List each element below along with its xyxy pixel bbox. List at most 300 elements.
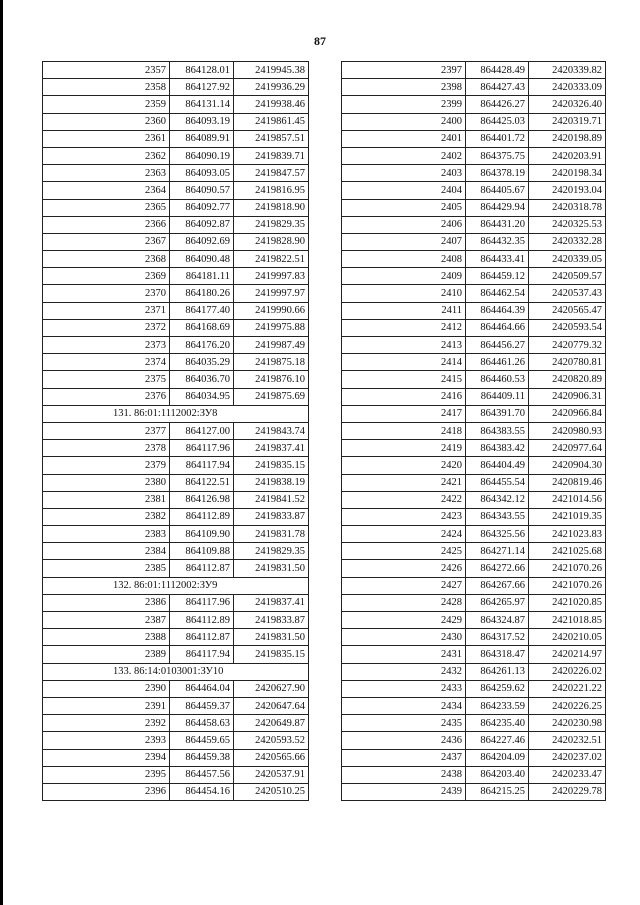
table-row	[342, 680, 606, 697]
x-coordinate-cell: 864464.04	[170, 680, 234, 697]
y-coordinate-cell: 2419837.41	[234, 440, 309, 457]
table-row	[342, 612, 606, 629]
point-number-cell: 2432	[342, 663, 466, 680]
x-coordinate-cell: 864109.90	[170, 526, 234, 543]
point-number-cell: 2406	[342, 216, 466, 233]
table-row	[342, 147, 606, 164]
x-coordinate-cell: 864460.53	[466, 371, 529, 388]
table-row	[43, 594, 309, 611]
x-coordinate-cell: 864459.65	[170, 732, 234, 749]
y-coordinate-cell: 2420780.81	[529, 354, 606, 371]
y-coordinate-cell: 2419838.19	[234, 474, 309, 491]
table-row	[342, 422, 606, 439]
x-coordinate-cell: 864265.97	[466, 594, 529, 611]
x-coordinate-cell: 864383.55	[466, 422, 529, 439]
point-number-cell: 2387	[43, 612, 170, 629]
y-coordinate-cell: 2419831.50	[234, 629, 309, 646]
table-row	[43, 182, 309, 199]
table-row	[342, 457, 606, 474]
x-coordinate-cell: 864177.40	[170, 302, 234, 319]
table-row	[43, 354, 309, 371]
y-coordinate-cell: 2420819.46	[529, 474, 606, 491]
x-coordinate-cell: 864122.51	[170, 474, 234, 491]
point-number-cell: 2434	[342, 697, 466, 714]
x-coordinate-cell: 864342.12	[466, 491, 529, 508]
x-coordinate-cell: 864127.00	[170, 422, 234, 439]
y-coordinate-cell: 2419831.50	[234, 560, 309, 577]
table-row	[43, 457, 309, 474]
y-coordinate-cell: 2420537.91	[234, 766, 309, 783]
y-coordinate-cell: 2420318.78	[529, 199, 606, 216]
point-number-cell: 2385	[43, 560, 170, 577]
y-coordinate-cell: 2420510.25	[234, 783, 309, 800]
x-coordinate-cell: 864459.37	[170, 697, 234, 714]
x-coordinate-cell: 864462.54	[466, 285, 529, 302]
point-number-cell: 2417	[342, 405, 466, 422]
table-row	[342, 594, 606, 611]
point-number-cell: 2412	[342, 319, 466, 336]
y-coordinate-cell: 2420339.05	[529, 251, 606, 268]
table-row	[43, 113, 309, 130]
x-coordinate-cell: 864227.46	[466, 732, 529, 749]
point-number-cell: 2362	[43, 147, 170, 164]
point-number-cell: 2399	[342, 96, 466, 113]
y-coordinate-cell: 2419829.35	[234, 543, 309, 560]
x-coordinate-cell: 864383.42	[466, 440, 529, 457]
x-coordinate-cell: 864233.59	[466, 697, 529, 714]
y-coordinate-cell: 2420779.32	[529, 337, 606, 354]
table-row	[43, 783, 309, 800]
coordinates-table-right-body	[342, 62, 606, 801]
point-number-cell: 2392	[43, 715, 170, 732]
point-number-cell: 2419	[342, 440, 466, 457]
point-number-cell: 2439	[342, 783, 466, 800]
table-row	[342, 165, 606, 182]
y-coordinate-cell: 2420325.53	[529, 216, 606, 233]
table-row	[43, 715, 309, 732]
table-row	[342, 491, 606, 508]
x-coordinate-cell: 864324.87	[466, 612, 529, 629]
x-coordinate-cell: 864117.96	[170, 594, 234, 611]
point-number-cell: 2422	[342, 491, 466, 508]
y-coordinate-cell: 2419997.83	[234, 268, 309, 285]
y-coordinate-cell: 2419822.51	[234, 251, 309, 268]
table-row	[342, 302, 606, 319]
x-coordinate-cell: 864204.09	[466, 749, 529, 766]
y-coordinate-cell: 2420214.97	[529, 646, 606, 663]
y-coordinate-cell: 2420509.57	[529, 268, 606, 285]
point-number-cell: 2431	[342, 646, 466, 663]
x-coordinate-cell: 864456.27	[466, 337, 529, 354]
point-number-cell: 2401	[342, 130, 466, 147]
point-number-cell: 2405	[342, 199, 466, 216]
table-row	[43, 62, 309, 79]
point-number-cell: 2371	[43, 302, 170, 319]
y-coordinate-cell: 2420230.98	[529, 715, 606, 732]
x-coordinate-cell: 864089.91	[170, 130, 234, 147]
y-coordinate-cell: 2421023.83	[529, 526, 606, 543]
point-number-cell: 2407	[342, 233, 466, 250]
x-coordinate-cell: 864429.94	[466, 199, 529, 216]
x-coordinate-cell: 864090.48	[170, 251, 234, 268]
x-coordinate-cell: 864035.29	[170, 354, 234, 371]
section-header-row	[43, 663, 309, 680]
point-number-cell: 2390	[43, 680, 170, 697]
point-number-cell: 2424	[342, 526, 466, 543]
table-row	[43, 629, 309, 646]
table-row	[342, 697, 606, 714]
point-number-cell: 2386	[43, 594, 170, 611]
table-row	[342, 285, 606, 302]
point-number-cell: 2391	[43, 697, 170, 714]
point-number-cell: 2420	[342, 457, 466, 474]
table-row	[43, 130, 309, 147]
point-number-cell: 2418	[342, 422, 466, 439]
coordinates-table-left-body	[43, 62, 309, 801]
table-row	[43, 749, 309, 766]
point-number-cell: 2426	[342, 560, 466, 577]
table-row	[342, 96, 606, 113]
point-number-cell: 2357	[43, 62, 170, 79]
table-row	[43, 491, 309, 508]
point-number-cell: 2389	[43, 646, 170, 663]
y-coordinate-cell: 2419987.49	[234, 337, 309, 354]
y-coordinate-cell: 2420210.05	[529, 629, 606, 646]
y-coordinate-cell: 2420198.34	[529, 165, 606, 182]
point-number-cell: 2380	[43, 474, 170, 491]
y-coordinate-cell: 2420627.90	[234, 680, 309, 697]
table-row	[342, 319, 606, 336]
y-coordinate-cell: 2420537.43	[529, 285, 606, 302]
table-row	[342, 371, 606, 388]
y-coordinate-cell: 2421025.68	[529, 543, 606, 560]
y-coordinate-cell: 2419975.88	[234, 319, 309, 336]
x-coordinate-cell: 864433.41	[466, 251, 529, 268]
table-row	[342, 182, 606, 199]
x-coordinate-cell: 864426.27	[466, 96, 529, 113]
point-number-cell: 2370	[43, 285, 170, 302]
y-coordinate-cell: 2420198.89	[529, 130, 606, 147]
point-number-cell: 2359	[43, 96, 170, 113]
x-coordinate-cell: 864458.63	[170, 715, 234, 732]
point-number-cell: 2361	[43, 130, 170, 147]
point-number-cell: 2413	[342, 337, 466, 354]
x-coordinate-cell: 864427.43	[466, 79, 529, 96]
x-coordinate-cell: 864117.94	[170, 646, 234, 663]
table-row	[342, 715, 606, 732]
x-coordinate-cell: 864131.14	[170, 96, 234, 113]
x-coordinate-cell: 864181.11	[170, 268, 234, 285]
y-coordinate-cell: 2420193.04	[529, 182, 606, 199]
table-row	[43, 508, 309, 525]
x-coordinate-cell: 864267.66	[466, 577, 529, 594]
y-coordinate-cell: 2419997.97	[234, 285, 309, 302]
table-row	[43, 732, 309, 749]
table-row	[342, 474, 606, 491]
y-coordinate-cell: 2421070.26	[529, 560, 606, 577]
point-number-cell: 2428	[342, 594, 466, 611]
x-coordinate-cell: 864318.47	[466, 646, 529, 663]
point-number-cell: 2433	[342, 680, 466, 697]
table-row	[342, 508, 606, 525]
y-coordinate-cell: 2419876.10	[234, 371, 309, 388]
y-coordinate-cell: 2419857.51	[234, 130, 309, 147]
x-coordinate-cell: 864112.87	[170, 560, 234, 577]
point-number-cell: 2430	[342, 629, 466, 646]
table-row	[43, 216, 309, 233]
table-row	[43, 79, 309, 96]
point-number-cell: 2369	[43, 268, 170, 285]
point-number-cell: 2423	[342, 508, 466, 525]
point-number-cell: 2404	[342, 182, 466, 199]
point-number-cell: 2395	[43, 766, 170, 783]
y-coordinate-cell: 2420820.89	[529, 371, 606, 388]
x-coordinate-cell: 864112.87	[170, 629, 234, 646]
y-coordinate-cell: 2421014.56	[529, 491, 606, 508]
x-coordinate-cell: 864235.40	[466, 715, 529, 732]
y-coordinate-cell: 2420332.28	[529, 233, 606, 250]
x-coordinate-cell: 864459.38	[170, 749, 234, 766]
x-coordinate-cell: 864272.66	[466, 560, 529, 577]
point-number-cell: 2375	[43, 371, 170, 388]
point-number-cell: 2416	[342, 388, 466, 405]
table-row	[43, 646, 309, 663]
table-row	[342, 766, 606, 783]
x-coordinate-cell: 864343.55	[466, 508, 529, 525]
table-row	[43, 560, 309, 577]
table-row	[342, 130, 606, 147]
table-row	[342, 388, 606, 405]
x-coordinate-cell: 864425.03	[466, 113, 529, 130]
left-edge-bar	[0, 0, 3, 905]
y-coordinate-cell: 2419990.66	[234, 302, 309, 319]
table-row	[43, 251, 309, 268]
y-coordinate-cell: 2420977.64	[529, 440, 606, 457]
table-row	[342, 251, 606, 268]
x-coordinate-cell: 864404.49	[466, 457, 529, 474]
x-coordinate-cell: 864036.70	[170, 371, 234, 388]
table-row	[43, 680, 309, 697]
section-header-row	[43, 405, 309, 422]
point-number-cell: 2425	[342, 543, 466, 560]
table-row	[342, 354, 606, 371]
y-coordinate-cell: 2420326.40	[529, 96, 606, 113]
point-number-cell: 2358	[43, 79, 170, 96]
x-coordinate-cell: 864454.16	[170, 783, 234, 800]
x-coordinate-cell: 864203.40	[466, 766, 529, 783]
point-number-cell: 2388	[43, 629, 170, 646]
x-coordinate-cell: 864215.25	[466, 783, 529, 800]
x-coordinate-cell: 864317.52	[466, 629, 529, 646]
y-coordinate-cell: 2419833.87	[234, 508, 309, 525]
point-number-cell: 2368	[43, 251, 170, 268]
y-coordinate-cell: 2419833.87	[234, 612, 309, 629]
point-number-cell: 2402	[342, 147, 466, 164]
point-number-cell: 2427	[342, 577, 466, 594]
table-row	[342, 233, 606, 250]
section-header-row	[43, 577, 309, 594]
table-row	[43, 526, 309, 543]
y-coordinate-cell: 2419875.18	[234, 354, 309, 371]
coordinates-table-right	[341, 61, 606, 801]
point-number-cell: 2381	[43, 491, 170, 508]
point-number-cell: 2400	[342, 113, 466, 130]
x-coordinate-cell: 864117.94	[170, 457, 234, 474]
y-coordinate-cell: 2419828.90	[234, 233, 309, 250]
y-coordinate-cell: 2420229.78	[529, 783, 606, 800]
table-row	[43, 319, 309, 336]
point-number-cell: 2396	[43, 783, 170, 800]
y-coordinate-cell: 2420966.84	[529, 405, 606, 422]
table-row	[342, 560, 606, 577]
table-row	[43, 371, 309, 388]
x-coordinate-cell: 864092.69	[170, 233, 234, 250]
point-number-cell: 2365	[43, 199, 170, 216]
y-coordinate-cell: 2419835.15	[234, 646, 309, 663]
point-number-cell: 2373	[43, 337, 170, 354]
table-row	[342, 405, 606, 422]
table-row	[342, 543, 606, 560]
x-coordinate-cell: 864034.95	[170, 388, 234, 405]
y-coordinate-cell: 2421070.26	[529, 577, 606, 594]
table-row	[43, 165, 309, 182]
table-row	[43, 766, 309, 783]
y-coordinate-cell: 2420319.71	[529, 113, 606, 130]
point-number-cell: 2376	[43, 388, 170, 405]
x-coordinate-cell: 864092.77	[170, 199, 234, 216]
point-number-cell: 2436	[342, 732, 466, 749]
y-coordinate-cell: 2419875.69	[234, 388, 309, 405]
x-coordinate-cell: 864168.69	[170, 319, 234, 336]
table-row	[43, 96, 309, 113]
y-coordinate-cell: 2419945.38	[234, 62, 309, 79]
point-number-cell: 2382	[43, 508, 170, 525]
y-coordinate-cell: 2419938.46	[234, 96, 309, 113]
x-coordinate-cell: 864325.56	[466, 526, 529, 543]
x-coordinate-cell: 864432.35	[466, 233, 529, 250]
y-coordinate-cell: 2420904.30	[529, 457, 606, 474]
table-row	[342, 526, 606, 543]
y-coordinate-cell: 2420565.47	[529, 302, 606, 319]
y-coordinate-cell: 2420906.31	[529, 388, 606, 405]
x-coordinate-cell: 864431.20	[466, 216, 529, 233]
table-row	[43, 268, 309, 285]
table-row	[43, 147, 309, 164]
x-coordinate-cell: 864128.01	[170, 62, 234, 79]
table-row	[43, 285, 309, 302]
y-coordinate-cell: 2419861.45	[234, 113, 309, 130]
y-coordinate-cell: 2420565.66	[234, 749, 309, 766]
table-row	[342, 216, 606, 233]
x-coordinate-cell: 864409.11	[466, 388, 529, 405]
y-coordinate-cell: 2420226.02	[529, 663, 606, 680]
y-coordinate-cell: 2420221.22	[529, 680, 606, 697]
y-coordinate-cell: 2419936.29	[234, 79, 309, 96]
table-row	[43, 697, 309, 714]
x-coordinate-cell: 864271.14	[466, 543, 529, 560]
section-title: 132. 86:01:1112002:ЗУ9	[43, 577, 309, 594]
x-coordinate-cell: 864459.12	[466, 268, 529, 285]
x-coordinate-cell: 864428.49	[466, 62, 529, 79]
point-number-cell: 2410	[342, 285, 466, 302]
table-row	[342, 663, 606, 680]
point-number-cell: 2414	[342, 354, 466, 371]
x-coordinate-cell: 864259.62	[466, 680, 529, 697]
point-number-cell: 2363	[43, 165, 170, 182]
y-coordinate-cell: 2419843.74	[234, 422, 309, 439]
x-coordinate-cell: 864117.96	[170, 440, 234, 457]
table-row	[342, 199, 606, 216]
x-coordinate-cell: 864378.19	[466, 165, 529, 182]
x-coordinate-cell: 864109.88	[170, 543, 234, 560]
point-number-cell: 2394	[43, 749, 170, 766]
point-number-cell: 2437	[342, 749, 466, 766]
point-number-cell: 2415	[342, 371, 466, 388]
y-coordinate-cell: 2420647.64	[234, 697, 309, 714]
table-row	[342, 268, 606, 285]
x-coordinate-cell: 864093.19	[170, 113, 234, 130]
x-coordinate-cell: 864391.70	[466, 405, 529, 422]
y-coordinate-cell: 2419816.95	[234, 182, 309, 199]
x-coordinate-cell: 864464.39	[466, 302, 529, 319]
table-row	[342, 337, 606, 354]
y-coordinate-cell: 2420232.51	[529, 732, 606, 749]
x-coordinate-cell: 864092.87	[170, 216, 234, 233]
y-coordinate-cell: 2419841.52	[234, 491, 309, 508]
page-number: 87	[314, 34, 326, 48]
table-row	[43, 388, 309, 405]
x-coordinate-cell: 864180.26	[170, 285, 234, 302]
point-number-cell: 2377	[43, 422, 170, 439]
point-number-cell: 2393	[43, 732, 170, 749]
table-row	[342, 783, 606, 800]
point-number-cell: 2379	[43, 457, 170, 474]
x-coordinate-cell: 864090.19	[170, 147, 234, 164]
x-coordinate-cell: 864405.67	[466, 182, 529, 199]
table-row	[43, 543, 309, 560]
x-coordinate-cell: 864127.92	[170, 79, 234, 96]
x-coordinate-cell: 864261.13	[466, 663, 529, 680]
x-coordinate-cell: 864176.20	[170, 337, 234, 354]
x-coordinate-cell: 864090.57	[170, 182, 234, 199]
y-coordinate-cell: 2420980.93	[529, 422, 606, 439]
table-row	[342, 113, 606, 130]
point-number-cell: 2403	[342, 165, 466, 182]
point-number-cell: 2367	[43, 233, 170, 250]
point-number-cell: 2378	[43, 440, 170, 457]
table-row	[342, 646, 606, 663]
table-row	[342, 62, 606, 79]
point-number-cell: 2421	[342, 474, 466, 491]
table-row	[342, 79, 606, 96]
table-row	[342, 732, 606, 749]
y-coordinate-cell: 2419839.71	[234, 147, 309, 164]
point-number-cell: 2364	[43, 182, 170, 199]
point-number-cell: 2360	[43, 113, 170, 130]
y-coordinate-cell: 2420649.87	[234, 715, 309, 732]
y-coordinate-cell: 2419829.35	[234, 216, 309, 233]
y-coordinate-cell: 2420237.02	[529, 749, 606, 766]
x-coordinate-cell: 864401.72	[466, 130, 529, 147]
y-coordinate-cell: 2420339.82	[529, 62, 606, 79]
point-number-cell: 2438	[342, 766, 466, 783]
x-coordinate-cell: 864457.56	[170, 766, 234, 783]
table-row	[43, 440, 309, 457]
table-row	[43, 474, 309, 491]
point-number-cell: 2366	[43, 216, 170, 233]
point-number-cell: 2398	[342, 79, 466, 96]
point-number-cell: 2397	[342, 62, 466, 79]
